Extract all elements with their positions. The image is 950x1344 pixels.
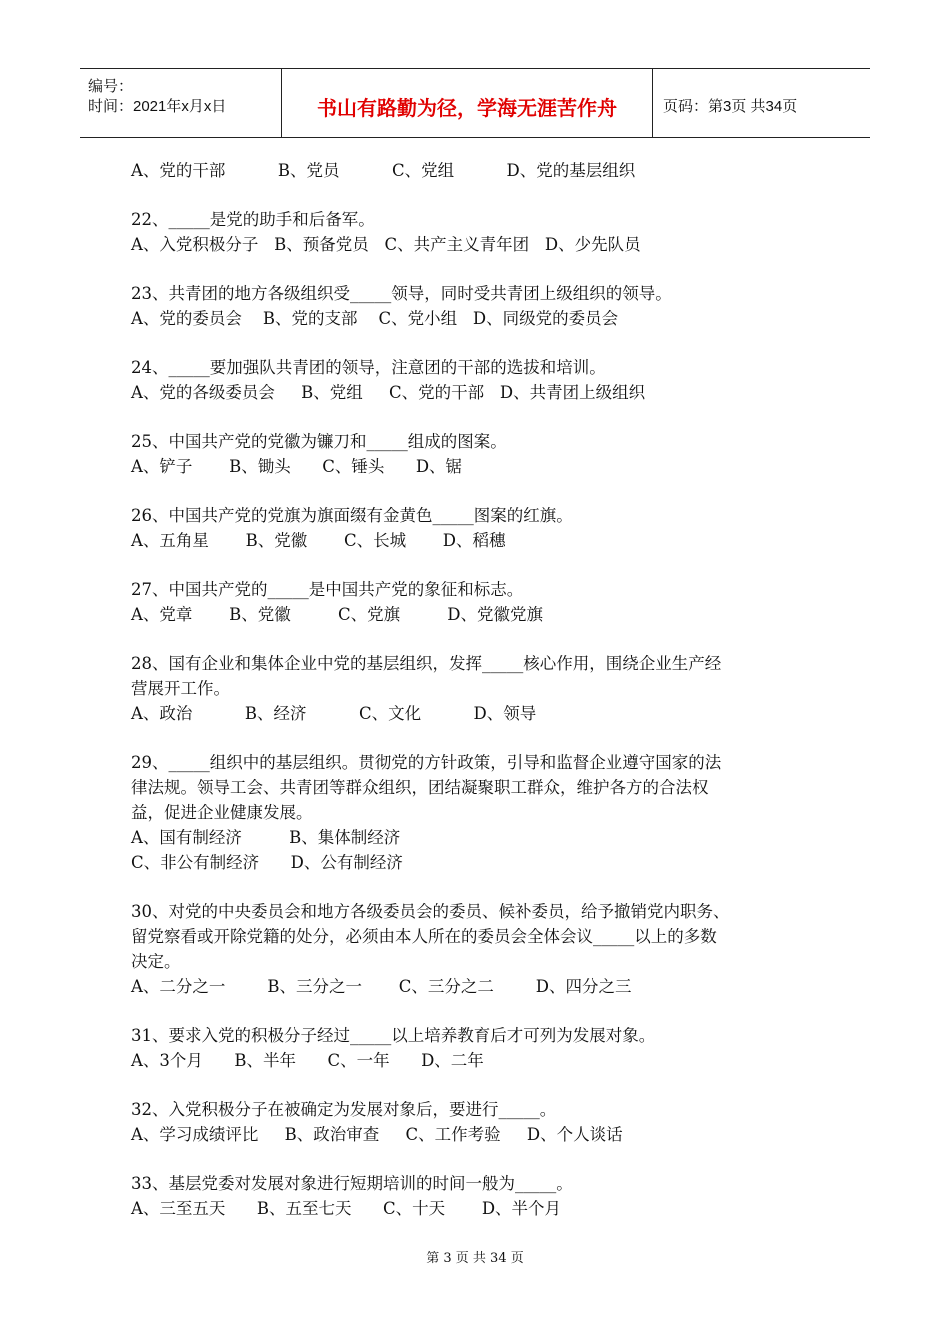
text-line: 25、中国共产党的党徽为镰刀和_____组成的图案。: [131, 432, 507, 451]
text-line: A、三至五天 B、五至七天 C、十天 D、半个月: [131, 1199, 562, 1218]
block-gap: [131, 405, 831, 429]
text-line: 律法规。领导工会、共青团等群众组织，团结凝聚职工群众，维护各方的合法权: [131, 778, 709, 797]
text-line: A、政治 B、经济 C、文化 D、领导: [131, 704, 537, 723]
text-line: A、国有制经济 B、集体制经济: [131, 828, 401, 847]
question-list: [131, 158, 831, 1221]
text-line: 24、_____要加强队共青团的领导，注意团的干部的选拔和培训。: [131, 358, 606, 377]
question-block: [131, 207, 831, 257]
block-gap: [131, 999, 831, 1023]
text-line: A、铲子 B、锄头 C、锤头 D、锯: [131, 457, 463, 476]
text-line: 23、共青团的地方各级组织受_____领导，同时受共青团上级组织的领导。: [131, 284, 672, 303]
question-block: [131, 503, 831, 553]
header-meta: [80, 69, 282, 137]
text-line: 26、中国共产党的党旗为旗面缀有金黄色_____图案的红旗。: [131, 506, 573, 525]
question-block: [131, 651, 831, 726]
text-line: 30、对党的中央委员会和地方各级委员会的委员、候补委员，给予撤销党内职务、: [131, 902, 730, 921]
question-block: [131, 577, 831, 627]
text-line: C、非公有制经济 D、公有制经济: [131, 853, 403, 872]
text-line: A、五角星 B、党徽 C、长城 D、稻穗: [131, 531, 506, 550]
header-page-cell: [653, 69, 870, 137]
text-line: A、党的干部 B、党员 C、党组 D、党的基层组织: [131, 161, 636, 180]
text-line: A、3个月 B、半年 C、一年 D、二年: [131, 1051, 484, 1070]
page-info: 页码：第3页 共34页: [663, 98, 798, 115]
question-block: [131, 355, 831, 405]
text-line: A、党的委员会 B、党的支部 C、党小组 D、同级党的委员会: [131, 309, 619, 328]
document-header: [80, 68, 870, 138]
block-gap: [131, 1147, 831, 1171]
text-line: A、党章 B、党徽 C、党旗 D、党徽党旗: [131, 605, 544, 624]
block-gap: [131, 627, 831, 651]
question-block: [131, 158, 831, 183]
block-gap: [131, 331, 831, 355]
block-gap: [131, 553, 831, 577]
text-line: 营展开工作。: [131, 679, 230, 698]
block-gap: [131, 479, 831, 503]
block-gap: [131, 1073, 831, 1097]
question-block: [131, 429, 831, 479]
block-gap: [131, 183, 831, 207]
question-block: [131, 899, 831, 999]
text-line: A、入党积极分子 B、预备党员 C、共产主义青年团 D、少先队员: [131, 235, 641, 254]
question-block: [131, 1171, 831, 1221]
text-line: A、党的各级委员会 B、党组 C、党的干部 D、共青团上级组织: [131, 383, 646, 402]
header-slogan-cell: [282, 69, 653, 137]
question-block: [131, 1023, 831, 1073]
text-line: 33、基层党委对发展对象进行短期培训的时间一般为_____。: [131, 1174, 573, 1193]
block-gap: [131, 726, 831, 750]
block-gap: [131, 257, 831, 281]
page-footer: 第 3 页 共 34 页: [426, 1251, 524, 1266]
question-block: [131, 750, 831, 875]
text-line: 益，促进企业健康发展。: [131, 803, 313, 822]
question-block: [131, 281, 831, 331]
text-line: 27、中国共产党的_____是中国共产党的象征和标志。: [131, 580, 524, 599]
slogan: 书山有路勤为径，学海无涯苦作舟: [317, 96, 617, 120]
text-line: 32、入党积极分子在被确定为发展对象后，要进行_____。: [131, 1100, 557, 1119]
text-line: 29、_____组织中的基层组织。贯彻党的方针政策，引导和监督企业遵守国家的法: [131, 753, 722, 772]
block-gap: [131, 875, 831, 899]
text-line: 28、国有企业和集体企业中党的基层组织，发挥_____核心作用，围绕企业生产经: [131, 654, 722, 673]
text-line: A、二分之一 B、三分之一 C、三分之二 D、四分之三: [131, 977, 632, 996]
question-block: [131, 1097, 831, 1147]
text-line: 31、要求入党的积极分子经过_____以上培养教育后才可列为发展对象。: [131, 1026, 656, 1045]
text-line: A、学习成绩评比 B、政治审查 C、工作考验 D、个人谈话: [131, 1125, 623, 1144]
text-line: 留党察看或开除党籍的处分，必须由本人所在的委员会全体会议_____以上的多数: [131, 927, 717, 946]
code-label: 编号：: [88, 78, 134, 95]
text-line: 22、_____是党的助手和后备军。: [131, 210, 375, 229]
text-line: 决定。: [131, 952, 181, 971]
time-label: 时间：2021年x月x日: [88, 98, 227, 115]
